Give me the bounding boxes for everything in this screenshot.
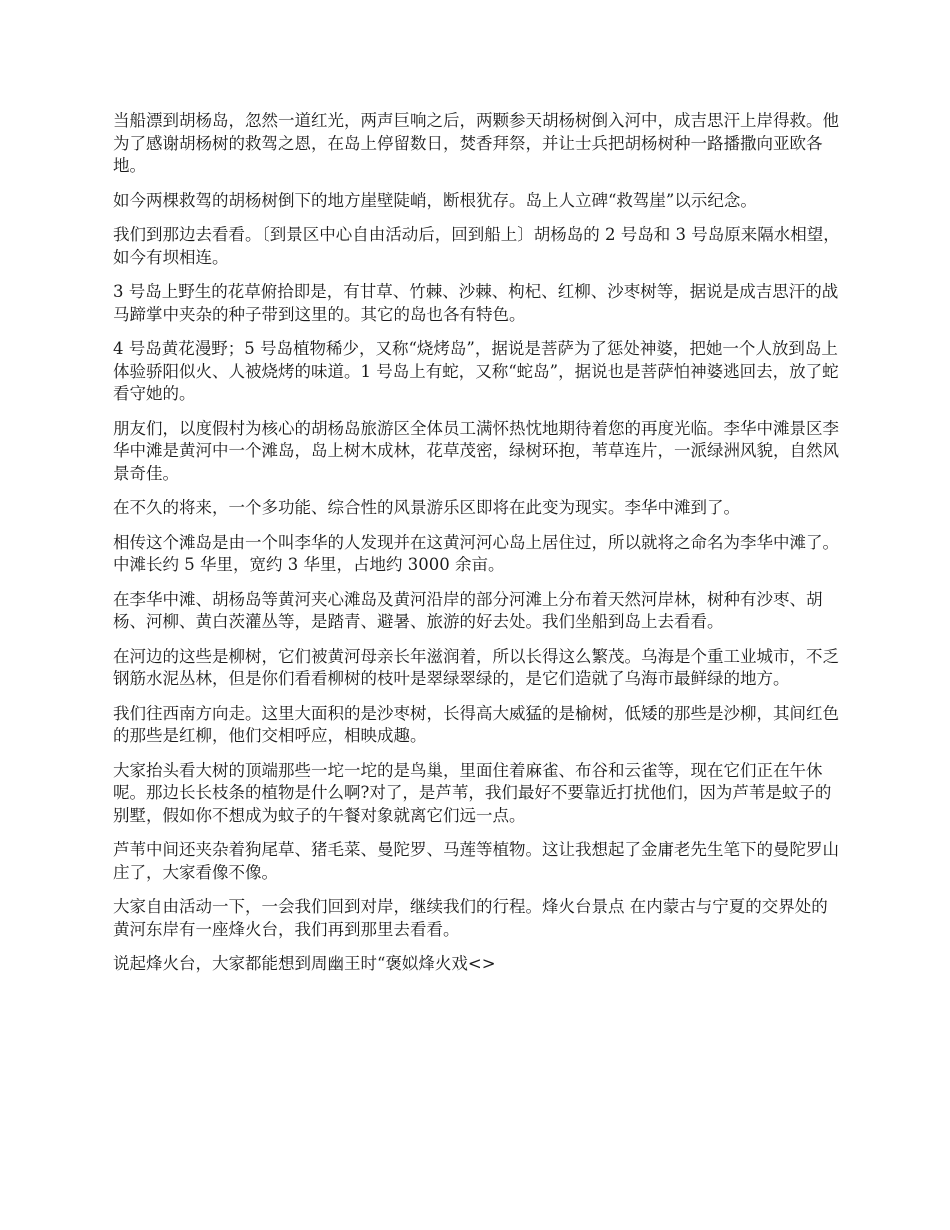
paragraph-7: 在不久的将来，一个多功能、综合性的风景游乐区即将在此变为现实。李华中滩到了。: [113, 498, 740, 517]
paragraph-2: 如今两棵救驾的胡杨树倒下的地方崖壁陡峭，断根犹存。岛上人立碑“救驾崖”以示纪念。: [113, 190, 757, 210]
paragraph-3: 我们到那边去看看。〔到景区中心自由活动后，回到船上〕胡杨岛的 2 号岛和 3 号岛原来隔水相望，如今有坝相连。: [113, 225, 840, 267]
paragraph-13: 芦苇中间还夹杂着狗尾草、猪毛菜、曼陀罗、马莲等植物。这让我想起了金庸老先生笔下的曼陀罗山庄了，大家看像不像。: [113, 840, 839, 882]
paragraph-6: 朋友们，以度假村为核心的胡杨岛旅游区全体员工满怀热忱地期待着您的再度光临。李华中滩景区李华中滩是黄河中一个滩岛，岛上树木成林，花草茂密，绿树环抱，苇草连片，一派绿洲风貌，自然风景奇佳。: [113, 418, 839, 483]
paragraph-9: 在李华中滩、胡杨岛等黄河夹心滩岛及黄河沿岸的部分河滩上分布着天然河岸林，树种有沙枣、胡杨、河柳、黄白茨灌丛等，是踏青、避暑、旅游的好去处。我们坐船到岛上去看看。: [113, 589, 823, 631]
document-body: [113, 110, 840, 988]
paragraph-14: 大家自由活动一下，一会我们回到对岸，继续我们的行程。烽火台景点 在内蒙古与宁夏的交界处的黄河东岸有一座烽火台，我们再到那里去看看。: [113, 897, 828, 939]
paragraph-11: 我们往西南方向走。这里大面积的是沙枣树，长得高大威猛的是榆树，低矮的那些是沙柳，其间红色的那些是红柳，他们交相呼应，相映成趣。: [113, 703, 839, 745]
paragraph-12: 大家抬头看大树的顶端那些一坨一坨的是鸟巢，里面住着麻雀、布谷和云雀等，现在它们正在午休呢。那边长长枝条的植物是什么啊?对了，是芦苇，我们最好不要靠近打扰他们，因为芦苇是蚊子的别墅，假如你不想成为蚊子的午餐对象就离它们远一点。: [113, 760, 832, 825]
paragraph-10: 在河边的这些是柳树，它们被黄河母亲长年滋润着，所以长得这么繁茂。乌海是个重工业城市，不乏钢筋水泥丛林，但是你们看看柳树的枝叶是翠绿翠绿的，是它们造就了乌海市最鲜绿的地方。: [113, 646, 839, 688]
paragraph-15: 说起烽火台，大家都能想到周幽王时“褒姒烽火戏<>: [113, 954, 496, 973]
paragraph-8: 相传这个滩岛是由一个叫李华的人发现并在这黄河河心岛上居住过，所以就将之命名为李华中滩了。中滩长约 5 华里，宽约 3 华里，占地约 3000 余亩。: [113, 532, 839, 574]
paragraph-1: 当船漂到胡杨岛，忽然一道红光，两声巨响之后，两颗参天胡杨树倒入河中，成吉思汗上岸得救。他为了感谢胡杨树的救驾之恩，在岛上停留数日，焚香拜祭，并让士兵把胡杨树种一路播撒向亚欧各地。: [113, 111, 839, 175]
paragraph-5: 4 号岛黄花漫野；5 号岛植物稀少，又称“烧烤岛”，据说是菩萨为了惩处神婆，把她一个人放到岛上体验骄阳似火、人被烧烤的味道。1 号岛上有蛇，又称“蛇岛”，据说也是菩萨怕神婆逃回去，放了蛇看守她的。: [113, 339, 839, 403]
paragraph-4: 3 号岛上野生的花草俯拾即是，有甘草、竹棘、沙棘、枸杞、红柳、沙枣树等，据说是成吉思汗的战马蹄掌中夹杂的种子带到这里的。其它的岛也各有特色。: [113, 282, 839, 324]
